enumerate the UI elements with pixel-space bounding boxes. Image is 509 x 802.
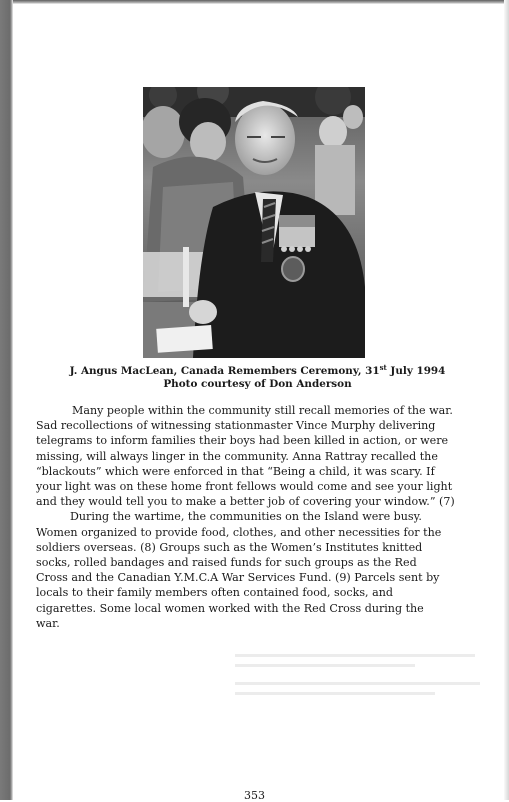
paragraph-1 — [36, 403, 500, 509]
text-line: During the wartime, the communities on the Island were busy. — [70, 510, 422, 524]
text-line: socks, rolled bandages and raised funds for such groups as the Red — [36, 556, 417, 570]
text-line: locals to their family members often contained food, socks, and — [36, 586, 393, 600]
scan-right-edge — [504, 0, 509, 800]
text-line: telegrams to inform families their boys had been killed in action, or were — [36, 434, 449, 448]
caption-line-1 — [20, 365, 495, 378]
body-text — [36, 403, 500, 631]
scan-binding-edge — [0, 0, 13, 800]
page-number: 353 — [244, 789, 265, 802]
text-line: your light was on these home front fellows would come and see your light — [36, 480, 453, 494]
text-line: missing, will always linger in the community. Anna Rattray recalled the — [36, 449, 438, 463]
text-line: and they would tell you to make a better job of covering your window.” (7) — [36, 495, 455, 509]
paragraph-2 — [36, 509, 500, 631]
caption-line-2: Photo courtesy of Don Anderson — [163, 378, 352, 390]
photo-caption — [20, 365, 495, 391]
scan-show-through — [235, 652, 485, 712]
caption-date: July 1994 — [386, 365, 446, 377]
caption-title: J. Angus MacLean, Canada Remembers Ceremony, 31 — [69, 365, 380, 377]
scan-top-edge — [0, 0, 509, 4]
caption-date-suffix: st — [379, 363, 387, 372]
text-line: Women organized to provide food, clothes, and other necessities for the — [36, 525, 442, 539]
text-line: cigarettes. Some local women worked with the Red Cross during the — [36, 601, 424, 615]
ceremony-photograph — [143, 87, 365, 358]
text-line: soldiers overseas. (8) Groups such as the Women’s Institutes knitted — [36, 540, 423, 554]
text-line: Sad recollections of witnessing stationmaster Vince Murphy delivering — [36, 419, 436, 433]
text-line: war. — [36, 616, 60, 630]
text-line: Cross and the Canadian Y.M.C.A War Services Fund. (9) Parcels sent by — [36, 571, 440, 585]
text-line: “blackouts” which were enforced in that “Being a child, it was scary. If — [36, 464, 435, 478]
photograph-icon — [143, 87, 365, 358]
text-line: Many people within the community still recall memories of the war. — [72, 404, 453, 417]
